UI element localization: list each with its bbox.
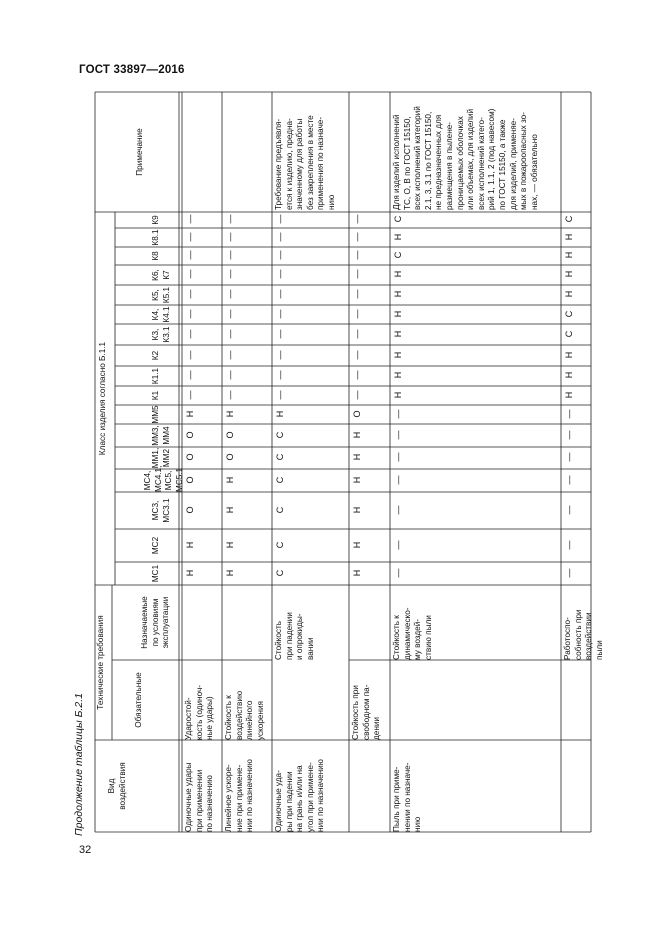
- row-5-value-13: Н: [564, 290, 574, 298]
- class-header-5: ММ1, ММ2: [151, 447, 171, 469]
- row-1-mandatory: Стойкость к воздействию линейного ускорения: [224, 690, 265, 740]
- row-2-value-2: С: [275, 541, 285, 548]
- row-2-value-8: —: [275, 390, 285, 399]
- row-1-value-16: —: [225, 232, 235, 241]
- header-vid: Вид воздействия: [107, 762, 127, 810]
- row-3-value-14: —: [352, 269, 362, 279]
- class-header-6: ММ3, ММ4: [151, 425, 171, 446]
- row-2-by-conditions: Стойкость при падении и опрокиды- вании: [274, 612, 315, 660]
- class-header-4: МС4, МС4.1, МС5, МС5.1: [143, 465, 184, 492]
- row-3-value-1: Н: [352, 569, 362, 576]
- row-2-value-6: С: [275, 431, 285, 438]
- class-header-17: К9: [151, 215, 160, 225]
- row-1-value-14: —: [225, 269, 235, 279]
- row-1-value-2: Н: [225, 541, 235, 548]
- row-4-value-12: Н: [393, 310, 403, 317]
- row-5-value-8: Н: [564, 391, 574, 398]
- class-header-14: К6, К7: [151, 269, 171, 281]
- row-3-value-7: О: [352, 410, 362, 418]
- row-5-value-16: Н: [564, 233, 574, 240]
- row-1-value-7: Н: [225, 410, 235, 417]
- row-3-value-12: —: [352, 309, 362, 318]
- row-4-vid: Пыль при приме- нении по назначе- нию: [392, 762, 423, 832]
- row-5-value-11: С: [564, 330, 574, 337]
- row-3-value-11: —: [352, 329, 362, 338]
- row-5-value-6: —: [564, 430, 574, 439]
- row-1-value-13: —: [225, 289, 235, 299]
- row-0-value-10: —: [185, 350, 195, 359]
- row-2-value-12: —: [275, 309, 285, 318]
- class-header-8: К1: [151, 390, 160, 401]
- class-header-12: К4, К4.1: [151, 306, 171, 323]
- row-5-value-9: Н: [564, 371, 574, 379]
- row-4-value-5: —: [393, 452, 403, 462]
- row-3-value-16: —: [352, 232, 362, 241]
- row-3-value-3: Н: [352, 506, 362, 513]
- row-4-value-4: —: [393, 475, 403, 484]
- row-0-value-1: Н: [185, 569, 195, 576]
- class-header-7: ММ5: [151, 405, 160, 424]
- row-1-value-1: Н: [225, 569, 235, 576]
- row-4-note: Для изделий исполнений ТС, О, В по ГОСТ 15150, всех исполнений категорий 2.1, 3, 3.1 по ГОСТ 15150, не предназначенных для размещения в пылене- проницаемых оболочках или объемах, для изделий всех исполнений катего- рий 1, 1.1, 2 (под навесом) по ГОСТ 15150, а также для изделий, применяе- мых в пожароопасных зо- нах, — обязательно: [392, 106, 539, 210]
- row-1-value-17: —: [225, 214, 235, 224]
- row-2-value-15: —: [275, 250, 285, 260]
- class-header-15: К8: [151, 251, 160, 261]
- row-0-value-12: —: [185, 309, 195, 318]
- row-1-value-5: О: [225, 453, 235, 461]
- row-4-value-15: С: [393, 251, 403, 259]
- row-5-value-5: —: [564, 452, 574, 462]
- class-header-2: МС2: [151, 536, 160, 555]
- row-0-value-13: —: [185, 289, 195, 299]
- row-2-note: Требование предъявля- ется к изделию, предна- значенному для работы без закрепления в месте применения по назначе- нию: [274, 115, 336, 210]
- row-2-value-3: С: [275, 506, 285, 513]
- row-1-value-8: —: [225, 390, 235, 399]
- row-0-value-14: —: [185, 269, 195, 279]
- document-title: ГОСТ 33897—2016: [79, 64, 185, 76]
- row-3-value-2: Н: [352, 541, 362, 548]
- header-class-group: Класс изделия согласно Б.1.1: [98, 341, 107, 456]
- row-3-value-10: —: [352, 350, 362, 359]
- row-5-value-17: С: [564, 215, 574, 223]
- row-4-value-16: Н: [393, 233, 403, 240]
- row-1-value-6: О: [225, 431, 235, 439]
- row-1-value-10: —: [225, 350, 235, 359]
- row-4-value-9: Н: [393, 371, 403, 379]
- row-0-value-3: О: [185, 506, 195, 514]
- row-0-value-4: О: [185, 476, 195, 484]
- row-2-value-10: —: [275, 350, 285, 359]
- row-0-value-5: О: [185, 453, 195, 461]
- row-5-value-4: —: [564, 475, 574, 484]
- row-4-value-2: —: [393, 540, 403, 549]
- row-0-value-9: —: [185, 370, 195, 380]
- row-4-value-8: Н: [393, 391, 403, 398]
- row-0-value-7: Н: [185, 410, 195, 417]
- page-number: 32: [79, 844, 92, 856]
- row-3-mandatory: Стойкость при свободном па- дении: [351, 684, 382, 740]
- row-4-by-conditions: Стойкость к динамическо- му воздей- ствию пыли: [392, 607, 433, 660]
- row-5-value-10: Н: [564, 351, 574, 358]
- row-5-value-12: С: [564, 310, 574, 317]
- row-5-value-14: Н: [564, 270, 574, 278]
- class-header-9: К1.1: [151, 367, 160, 385]
- row-2-vid: Одиночные уда- ры при падении на грань и/или на угол при примене- нии по назначению: [274, 759, 326, 832]
- row-2-value-1: С: [275, 569, 285, 576]
- row-5-value-2: —: [564, 540, 574, 549]
- row-2-value-13: —: [275, 289, 285, 299]
- header-by-conditions: Назначаемые по условиям эксплуатации: [140, 596, 171, 649]
- row-4-value-6: —: [393, 430, 403, 439]
- row-3-value-8: —: [352, 390, 362, 399]
- row-1-value-15: —: [225, 250, 235, 260]
- row-1-value-3: Н: [225, 506, 235, 513]
- row-3-value-6: Н: [352, 431, 362, 438]
- row-4-value-10: Н: [393, 351, 403, 358]
- row-4-value-3: —: [393, 505, 403, 514]
- row-4-value-17: С: [393, 215, 403, 223]
- row-3-value-9: —: [352, 370, 362, 380]
- row-4-value-11: Н: [393, 330, 403, 337]
- header-note: Примечание: [135, 128, 144, 176]
- row-4-value-7: —: [393, 409, 403, 418]
- header-tech: Технические требования: [96, 615, 105, 710]
- row-0-value-15: —: [185, 250, 195, 260]
- row-0-mandatory: Ударостой- кость (одиноч- ные удары): [184, 685, 215, 740]
- row-2-value-4: С: [275, 476, 285, 483]
- row-2-value-17: —: [275, 214, 285, 224]
- row-1-value-9: —: [225, 370, 235, 380]
- row-5-value-15: Н: [564, 251, 574, 259]
- row-0-vid: Одиночные удары при применении по назначению: [184, 762, 215, 832]
- row-0-value-6: О: [185, 431, 195, 439]
- row-2-value-5: С: [275, 453, 285, 461]
- row-3-value-15: —: [352, 250, 362, 260]
- row-2-value-16: —: [275, 232, 285, 241]
- row-1-value-12: —: [225, 309, 235, 318]
- row-0-value-17: —: [185, 214, 195, 224]
- row-0-value-11: —: [185, 329, 195, 338]
- row-2-value-11: —: [275, 329, 285, 338]
- row-1-value-11: —: [225, 329, 235, 338]
- row-4-value-1: —: [393, 568, 403, 577]
- row-4-value-14: Н: [393, 270, 403, 278]
- row-3-value-4: Н: [352, 476, 362, 483]
- row-0-value-8: —: [185, 390, 195, 399]
- row-0-value-16: —: [185, 232, 195, 241]
- row-3-value-13: —: [352, 289, 362, 299]
- row-5-by-conditions: Работоспо- собность при воздействии пыли: [563, 609, 604, 660]
- class-header-3: МС3, МС3.1: [151, 498, 171, 523]
- row-1-vid: Линейное ускоре- ние при примене- нии по назначению: [224, 759, 255, 832]
- row-0-value-2: Н: [185, 541, 195, 548]
- row-3-value-5: Н: [352, 453, 362, 461]
- row-5-value-3: —: [564, 505, 574, 514]
- class-header-11: К3, К3.1: [151, 326, 171, 343]
- table-caption: Продолжение таблицы Б.2.1: [73, 693, 85, 836]
- row-5-value-1: —: [564, 568, 574, 577]
- row-2-value-14: —: [275, 269, 285, 279]
- row-5-value-7: —: [564, 409, 574, 418]
- row-2-value-9: —: [275, 370, 285, 380]
- row-2-value-7: Н: [275, 410, 285, 417]
- header-mandatory: Обязательные: [134, 672, 143, 728]
- row-4-value-13: Н: [393, 290, 403, 298]
- row-3-value-17: —: [352, 214, 362, 224]
- class-header-10: К2: [151, 350, 160, 361]
- class-header-13: К5, К5.1: [151, 286, 171, 304]
- row-1-value-4: Н: [225, 476, 235, 483]
- class-header-16: К8.1: [151, 229, 160, 246]
- class-header-1: МС1: [151, 564, 160, 583]
